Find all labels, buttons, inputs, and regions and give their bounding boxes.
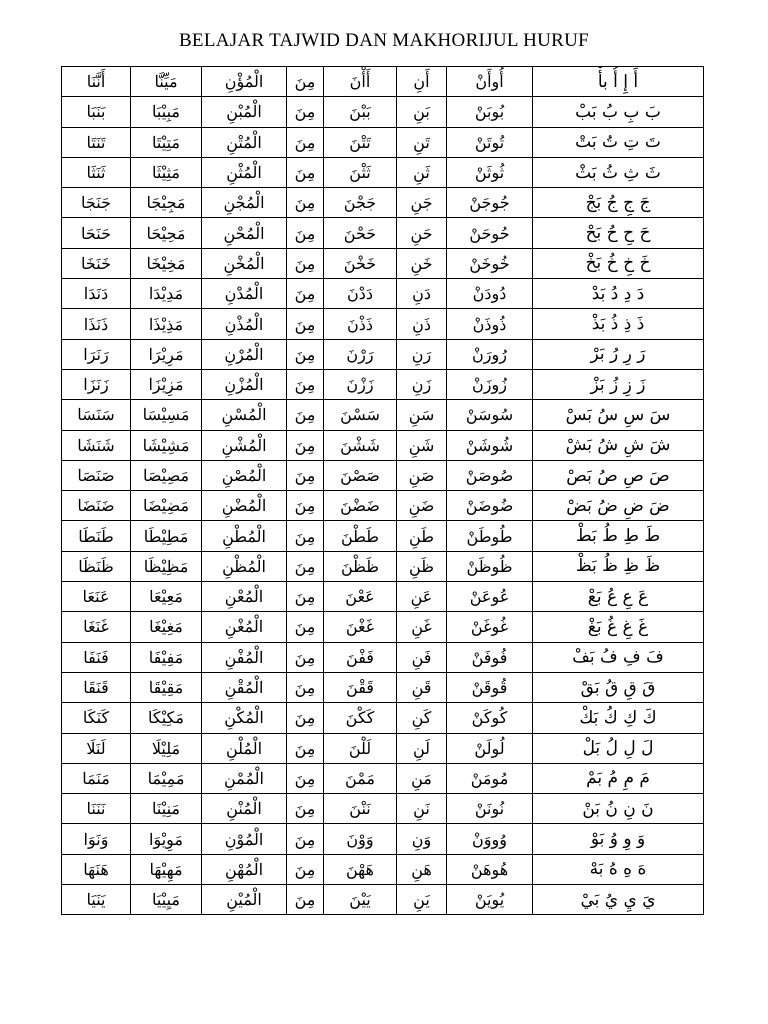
cell-pattern-maiya: مَشِيْشَا	[131, 430, 202, 460]
cell-pattern-sukun: بَبْنَ	[324, 97, 397, 127]
table-row	[62, 127, 704, 157]
cell-word-mina: مِنَ	[287, 491, 324, 521]
cell-pattern-uwun: فُوفَنْ	[447, 642, 533, 672]
cell-pattern-sukun: مَمْنَ	[324, 763, 397, 793]
table-row	[62, 763, 704, 793]
cell-pattern-sukun: رَرْنَ	[324, 339, 397, 369]
cell-pattern-uwun: سُوسَنْ	[447, 400, 533, 430]
table-row	[62, 279, 704, 309]
cell-pattern-nana: صَنَصَا	[62, 460, 131, 490]
cell-pattern-nana: غَنَغَا	[62, 612, 131, 642]
cell-pattern-almun: الْمُخْنِ	[202, 248, 287, 278]
cell-pattern-nana: ثَنَثَا	[62, 157, 131, 187]
cell-pattern-nana: شَنَشَا	[62, 430, 131, 460]
cell-pattern-sukun: عَعْنَ	[324, 582, 397, 612]
cell-word-mina: مِنَ	[287, 703, 324, 733]
cell-pattern-maiya: مَجِيْجَا	[131, 188, 202, 218]
cell-pattern-kasra: حَنِ	[397, 218, 447, 248]
cell-pattern-sukun: ثَثْنَ	[324, 157, 397, 187]
cell-pattern-kasra: ثَنِ	[397, 157, 447, 187]
cell-word-mina: مِنَ	[287, 854, 324, 884]
cell-pattern-kasra: صَنِ	[397, 460, 447, 490]
cell-pattern-maiya: مَضِيْضَا	[131, 491, 202, 521]
cell-pattern-maiya: مَتِيْتَا	[131, 127, 202, 157]
cell-letter-harakat: رَ رِ رُ بَرْ	[533, 339, 704, 369]
table-row	[62, 551, 704, 581]
cell-pattern-nana: هَنَهَا	[62, 854, 131, 884]
table-row	[62, 491, 704, 521]
table-row	[62, 460, 704, 490]
cell-letter-harakat: زَ زِ زُ بَزْ	[533, 369, 704, 399]
cell-word-mina: مِنَ	[287, 67, 324, 97]
cell-word-mina: مِنَ	[287, 763, 324, 793]
table-row	[62, 672, 704, 702]
cell-pattern-almun: الْمُرْنِ	[202, 339, 287, 369]
page-title: BELAJAR TAJWID DAN MAKHORIJUL HURUF	[178, 30, 590, 51]
cell-word-mina: مِنَ	[287, 97, 324, 127]
cell-letter-harakat: غَ غِ غُ بَغْ	[533, 612, 704, 642]
table-row	[62, 703, 704, 733]
cell-pattern-kasra: غَنِ	[397, 612, 447, 642]
table-row	[62, 733, 704, 763]
cell-pattern-almun: الْمُعْنِ	[202, 582, 287, 612]
table-row	[62, 309, 704, 339]
cell-letter-harakat: طَ طِ طُ بَطْ	[533, 521, 704, 551]
cell-letter-harakat: مَ مِ مُ بَمْ	[533, 763, 704, 793]
cell-letter-harakat: نَ نِ نُ بَنْ	[533, 794, 704, 824]
cell-pattern-maiya: مَذِيْذَا	[131, 309, 202, 339]
cell-pattern-almun: الْمُوْنِ	[202, 824, 287, 854]
cell-pattern-sukun: حَحْنَ	[324, 218, 397, 248]
cell-word-mina: مِنَ	[287, 642, 324, 672]
cell-word-mina: مِنَ	[287, 369, 324, 399]
cell-pattern-maiya: مَرِيْرَا	[131, 339, 202, 369]
cell-pattern-almun: الْمُيْنِ	[202, 885, 287, 915]
cell-word-mina: مِنَ	[287, 612, 324, 642]
cell-pattern-nana: كَنَكَا	[62, 703, 131, 733]
cell-pattern-nana: نَنَنَا	[62, 794, 131, 824]
cell-letter-harakat: عَ عِ عُ بَعْ	[533, 582, 704, 612]
cell-pattern-almun: الْمُؤْنِ	[202, 67, 287, 97]
cell-word-mina: مِنَ	[287, 672, 324, 702]
cell-letter-harakat: قَ قِ قُ بَقْ	[533, 672, 704, 702]
table-row	[62, 824, 704, 854]
cell-pattern-kasra: أَنِ	[397, 67, 447, 97]
cell-pattern-maiya: مَقِيْقَا	[131, 672, 202, 702]
cell-word-mina: مِنَ	[287, 885, 324, 915]
cell-pattern-maiya: مَوِيْوَا	[131, 824, 202, 854]
table-row	[62, 642, 704, 672]
cell-pattern-kasra: ذَنِ	[397, 309, 447, 339]
cell-pattern-almun: الْمُغْنِ	[202, 612, 287, 642]
cell-pattern-kasra: نَنِ	[397, 794, 447, 824]
cell-letter-harakat: أَ إِ أُ بأْ	[533, 67, 704, 97]
cell-word-mina: مِنَ	[287, 279, 324, 309]
cell-pattern-uwun: أُوأَنْ	[447, 67, 533, 97]
cell-letter-harakat: ظَ ظِ ظُ بَظْ	[533, 551, 704, 581]
table-row	[62, 854, 704, 884]
table-row	[62, 188, 704, 218]
table-row	[62, 157, 704, 187]
table-row	[62, 248, 704, 278]
cell-pattern-uwun: ضُوضَنْ	[447, 491, 533, 521]
cell-pattern-maiya: مَيِّنَّا	[131, 67, 202, 97]
cell-letter-harakat: تَ تِ تُ بَتْ	[533, 127, 704, 157]
cell-pattern-kasra: زَنِ	[397, 369, 447, 399]
cell-pattern-nana: أَنَّنَا	[62, 67, 131, 97]
cell-letter-harakat: جَ جِ جُ بَجْ	[533, 188, 704, 218]
cell-pattern-uwun: غُوغَنْ	[447, 612, 533, 642]
cell-word-mina: مِنَ	[287, 582, 324, 612]
cell-word-mina: مِنَ	[287, 127, 324, 157]
cell-pattern-nana: سَنَسَا	[62, 400, 131, 430]
cell-pattern-maiya: مَزِيْزَا	[131, 369, 202, 399]
cell-pattern-uwun: تُوتَنْ	[447, 127, 533, 157]
cell-pattern-kasra: عَنِ	[397, 582, 447, 612]
cell-pattern-almun: الْمُتْنِ	[202, 127, 287, 157]
cell-word-mina: مِنَ	[287, 794, 324, 824]
cell-pattern-sukun: طَطْنَ	[324, 521, 397, 551]
cell-pattern-uwun: لُولَنْ	[447, 733, 533, 763]
cell-pattern-kasra: فَنِ	[397, 642, 447, 672]
cell-pattern-sukun: خَخْنَ	[324, 248, 397, 278]
table-row	[62, 218, 704, 248]
cell-pattern-kasra: ضَنِ	[397, 491, 447, 521]
table-row	[62, 369, 704, 399]
cell-pattern-almun: الْمُزْنِ	[202, 369, 287, 399]
cell-pattern-almun: الْمُمْنِ	[202, 763, 287, 793]
cell-letter-harakat: كَ كِ كُ بَكْ	[533, 703, 704, 733]
cell-word-mina: مِنَ	[287, 733, 324, 763]
cell-pattern-uwun: يُويَنْ	[447, 885, 533, 915]
cell-pattern-sukun: فَفْنَ	[324, 642, 397, 672]
table-row	[62, 339, 704, 369]
cell-pattern-maiya: مَبِيْبَا	[131, 97, 202, 127]
cell-pattern-sukun: سَسْنَ	[324, 400, 397, 430]
cell-pattern-sukun: أَأْنَ	[324, 67, 397, 97]
cell-word-mina: مِنَ	[287, 824, 324, 854]
cell-pattern-almun: الْمُظْنِ	[202, 551, 287, 581]
table-row	[62, 794, 704, 824]
cell-pattern-nana: طَنَطَا	[62, 521, 131, 551]
cell-pattern-nana: بَنَبَا	[62, 97, 131, 127]
cell-pattern-maiya: مَنِيْنَا	[131, 794, 202, 824]
cell-word-mina: مِنَ	[287, 400, 324, 430]
cell-pattern-maiya: مَفِيْفَا	[131, 642, 202, 672]
cell-word-mina: مِنَ	[287, 339, 324, 369]
cell-letter-harakat: شَ شِ شُ بَشْ	[533, 430, 704, 460]
cell-letter-harakat: ثَ ثِ ثُ بَثْ	[533, 157, 704, 187]
cell-pattern-kasra: خَنِ	[397, 248, 447, 278]
cell-pattern-almun: الْمُلْنِ	[202, 733, 287, 763]
cell-pattern-uwun: كُوكَنْ	[447, 703, 533, 733]
cell-pattern-uwun: قُوقَنْ	[447, 672, 533, 702]
cell-pattern-sukun: دَدْنَ	[324, 279, 397, 309]
cell-letter-harakat: ذَ ذِ ذُ بَذْ	[533, 309, 704, 339]
cell-pattern-sukun: ظَظْنَ	[324, 551, 397, 581]
cell-pattern-sukun: نَنْنَ	[324, 794, 397, 824]
table-row	[62, 97, 704, 127]
table-row	[62, 582, 704, 612]
cell-word-mina: مِنَ	[287, 551, 324, 581]
cell-letter-harakat: لَ لِ لُ بَلْ	[533, 733, 704, 763]
cell-pattern-uwun: هُوهَنْ	[447, 854, 533, 884]
table-row	[62, 400, 704, 430]
cell-pattern-kasra: وَنِ	[397, 824, 447, 854]
cell-pattern-nana: دَنَدَا	[62, 279, 131, 309]
cell-pattern-almun: الْمُبْنِ	[202, 97, 287, 127]
cell-pattern-sukun: زَزْنَ	[324, 369, 397, 399]
cell-word-mina: مِنَ	[287, 460, 324, 490]
cell-pattern-maiya: مَحِيْحَا	[131, 218, 202, 248]
cell-pattern-maiya: مَلِيْلَا	[131, 733, 202, 763]
cell-pattern-sukun: صَصْنَ	[324, 460, 397, 490]
cell-pattern-almun: الْمُهْنِ	[202, 854, 287, 884]
cell-pattern-nana: ضَنَضَا	[62, 491, 131, 521]
cell-pattern-almun: الْمُطْنِ	[202, 521, 287, 551]
cell-pattern-nana: زَنَزَا	[62, 369, 131, 399]
cell-pattern-uwun: مُومَنْ	[447, 763, 533, 793]
cell-pattern-kasra: بَنِ	[397, 97, 447, 127]
cell-pattern-sukun: غَغْنَ	[324, 612, 397, 642]
cell-pattern-uwun: وُووَنْ	[447, 824, 533, 854]
cell-pattern-nana: قَنَقَا	[62, 672, 131, 702]
cell-pattern-uwun: نُونَنْ	[447, 794, 533, 824]
cell-letter-harakat: سَ سِ سُ بَسْ	[533, 400, 704, 430]
cell-pattern-maiya: مَدِيْدَا	[131, 279, 202, 309]
cell-letter-harakat: بَ بِ بُ بَبْ	[533, 97, 704, 127]
cell-pattern-sukun: هَهْنَ	[324, 854, 397, 884]
cell-pattern-kasra: رَنِ	[397, 339, 447, 369]
cell-pattern-kasra: مَنِ	[397, 763, 447, 793]
cell-pattern-uwun: عُوعَنْ	[447, 582, 533, 612]
cell-pattern-sukun: ضَضْنَ	[324, 491, 397, 521]
cell-pattern-uwun: طُوطَنْ	[447, 521, 533, 551]
cell-pattern-kasra: جَنِ	[397, 188, 447, 218]
cell-word-mina: مِنَ	[287, 157, 324, 187]
cell-pattern-kasra: هَنِ	[397, 854, 447, 884]
cell-pattern-maiya: مَمِيْمَا	[131, 763, 202, 793]
cell-pattern-maiya: مَظِيْظَا	[131, 551, 202, 581]
cell-pattern-kasra: تَنِ	[397, 127, 447, 157]
cell-pattern-sukun: يَيْنَ	[324, 885, 397, 915]
cell-word-mina: مِنَ	[287, 218, 324, 248]
cell-pattern-nana: يَنَيَا	[62, 885, 131, 915]
tajwid-table	[61, 66, 704, 915]
cell-pattern-nana: عَنَعَا	[62, 582, 131, 612]
cell-pattern-sukun: قَقْنَ	[324, 672, 397, 702]
cell-pattern-kasra: لَنِ	[397, 733, 447, 763]
cell-pattern-almun: الْمُحْنِ	[202, 218, 287, 248]
cell-pattern-uwun: رُورَنْ	[447, 339, 533, 369]
cell-pattern-almun: الْمُفْنِ	[202, 642, 287, 672]
table-row	[62, 612, 704, 642]
cell-letter-harakat: وَ وِ وُ بَوْ	[533, 824, 704, 854]
cell-pattern-kasra: دَنِ	[397, 279, 447, 309]
cell-word-mina: مِنَ	[287, 188, 324, 218]
cell-pattern-uwun: صُوصَنْ	[447, 460, 533, 490]
cell-pattern-almun: الْمُنْنِ	[202, 794, 287, 824]
cell-pattern-almun: الْمُذْنِ	[202, 309, 287, 339]
cell-letter-harakat: يَ يِ يُ بَيْ	[533, 885, 704, 915]
cell-pattern-nana: رَنَرَا	[62, 339, 131, 369]
cell-letter-harakat: دَ دِ دُ بَدْ	[533, 279, 704, 309]
cell-pattern-kasra: ظَنِ	[397, 551, 447, 581]
cell-letter-harakat: ضَ ضِ ضُ بَضْ	[533, 491, 704, 521]
cell-pattern-nana: جَنَجَا	[62, 188, 131, 218]
cell-pattern-nana: حَنَحَا	[62, 218, 131, 248]
cell-pattern-kasra: قَنِ	[397, 672, 447, 702]
cell-pattern-almun: الْمُثْنِ	[202, 157, 287, 187]
cell-pattern-uwun: ثُوثَنْ	[447, 157, 533, 187]
cell-pattern-uwun: بُوبَنْ	[447, 97, 533, 127]
cell-pattern-maiya: مَثِيْثَا	[131, 157, 202, 187]
table-row	[62, 885, 704, 915]
cell-pattern-almun: الْمُقْنِ	[202, 672, 287, 702]
cell-pattern-uwun: خُوخَنْ	[447, 248, 533, 278]
cell-pattern-sukun: جَجْنَ	[324, 188, 397, 218]
cell-word-mina: مِنَ	[287, 521, 324, 551]
cell-pattern-maiya: مَيِيْيَا	[131, 885, 202, 915]
cell-pattern-kasra: سَنِ	[397, 400, 447, 430]
cell-pattern-uwun: شُوشَنْ	[447, 430, 533, 460]
cell-pattern-kasra: يَنِ	[397, 885, 447, 915]
cell-word-mina: مِنَ	[287, 430, 324, 460]
cell-pattern-maiya: مَكِيْكَا	[131, 703, 202, 733]
cell-pattern-nana: فَنَفَا	[62, 642, 131, 672]
cell-word-mina: مِنَ	[287, 248, 324, 278]
cell-pattern-nana: وَنَوَا	[62, 824, 131, 854]
cell-pattern-sukun: تَتْنَ	[324, 127, 397, 157]
cell-letter-harakat: حَ حِ حُ بَحْ	[533, 218, 704, 248]
cell-letter-harakat: هَ هِ هُ بَهْ	[533, 854, 704, 884]
cell-pattern-nana: خَنَخَا	[62, 248, 131, 278]
cell-pattern-kasra: كَنِ	[397, 703, 447, 733]
cell-letter-harakat: خَ خِ خُ بَخْ	[533, 248, 704, 278]
cell-pattern-uwun: جُوجَنْ	[447, 188, 533, 218]
cell-pattern-uwun: حُوحَنْ	[447, 218, 533, 248]
table-row	[62, 521, 704, 551]
cell-pattern-kasra: طَنِ	[397, 521, 447, 551]
cell-word-mina: مِنَ	[287, 309, 324, 339]
cell-pattern-almun: الْمُضْنِ	[202, 491, 287, 521]
cell-pattern-almun: الْمُكْنِ	[202, 703, 287, 733]
cell-pattern-almun: الْمُشْنِ	[202, 430, 287, 460]
cell-pattern-maiya: مَعِيْعَا	[131, 582, 202, 612]
cell-pattern-almun: الْمُدْنِ	[202, 279, 287, 309]
cell-pattern-sukun: كَكْنَ	[324, 703, 397, 733]
cell-pattern-nana: ذَنَذَا	[62, 309, 131, 339]
cell-letter-harakat: صَ صِ صُ بَصْ	[533, 460, 704, 490]
cell-pattern-maiya: مَهِيْهَا	[131, 854, 202, 884]
cell-pattern-nana: ظَنَظَا	[62, 551, 131, 581]
cell-pattern-nana: مَنَمَا	[62, 763, 131, 793]
cell-pattern-nana: لَنَلَا	[62, 733, 131, 763]
cell-pattern-uwun: دُودَنْ	[447, 279, 533, 309]
cell-pattern-sukun: شَشْنَ	[324, 430, 397, 460]
cell-pattern-maiya: مَصِيْصَا	[131, 460, 202, 490]
cell-pattern-maiya: مَطِيْطَا	[131, 521, 202, 551]
cell-pattern-maiya: مَسِيْسَا	[131, 400, 202, 430]
cell-pattern-uwun: ظُوظَنْ	[447, 551, 533, 581]
cell-pattern-kasra: شَنِ	[397, 430, 447, 460]
cell-letter-harakat: فَ فِ فُ بَفْ	[533, 642, 704, 672]
cell-pattern-almun: الْمُسْنِ	[202, 400, 287, 430]
table-row	[62, 67, 704, 97]
cell-pattern-uwun: ذُوذَنْ	[447, 309, 533, 339]
cell-pattern-nana: تَنَتَا	[62, 127, 131, 157]
cell-pattern-maiya: مَغِيْغَا	[131, 612, 202, 642]
cell-pattern-almun: الْمُجْنِ	[202, 188, 287, 218]
cell-pattern-sukun: ذَذْنَ	[324, 309, 397, 339]
cell-pattern-uwun: زُوزَنْ	[447, 369, 533, 399]
cell-pattern-sukun: لَلْنَ	[324, 733, 397, 763]
cell-pattern-sukun: وَوْنَ	[324, 824, 397, 854]
cell-pattern-maiya: مَخِيْخَا	[131, 248, 202, 278]
cell-pattern-almun: الْمُصْنِ	[202, 460, 287, 490]
table-row	[62, 430, 704, 460]
